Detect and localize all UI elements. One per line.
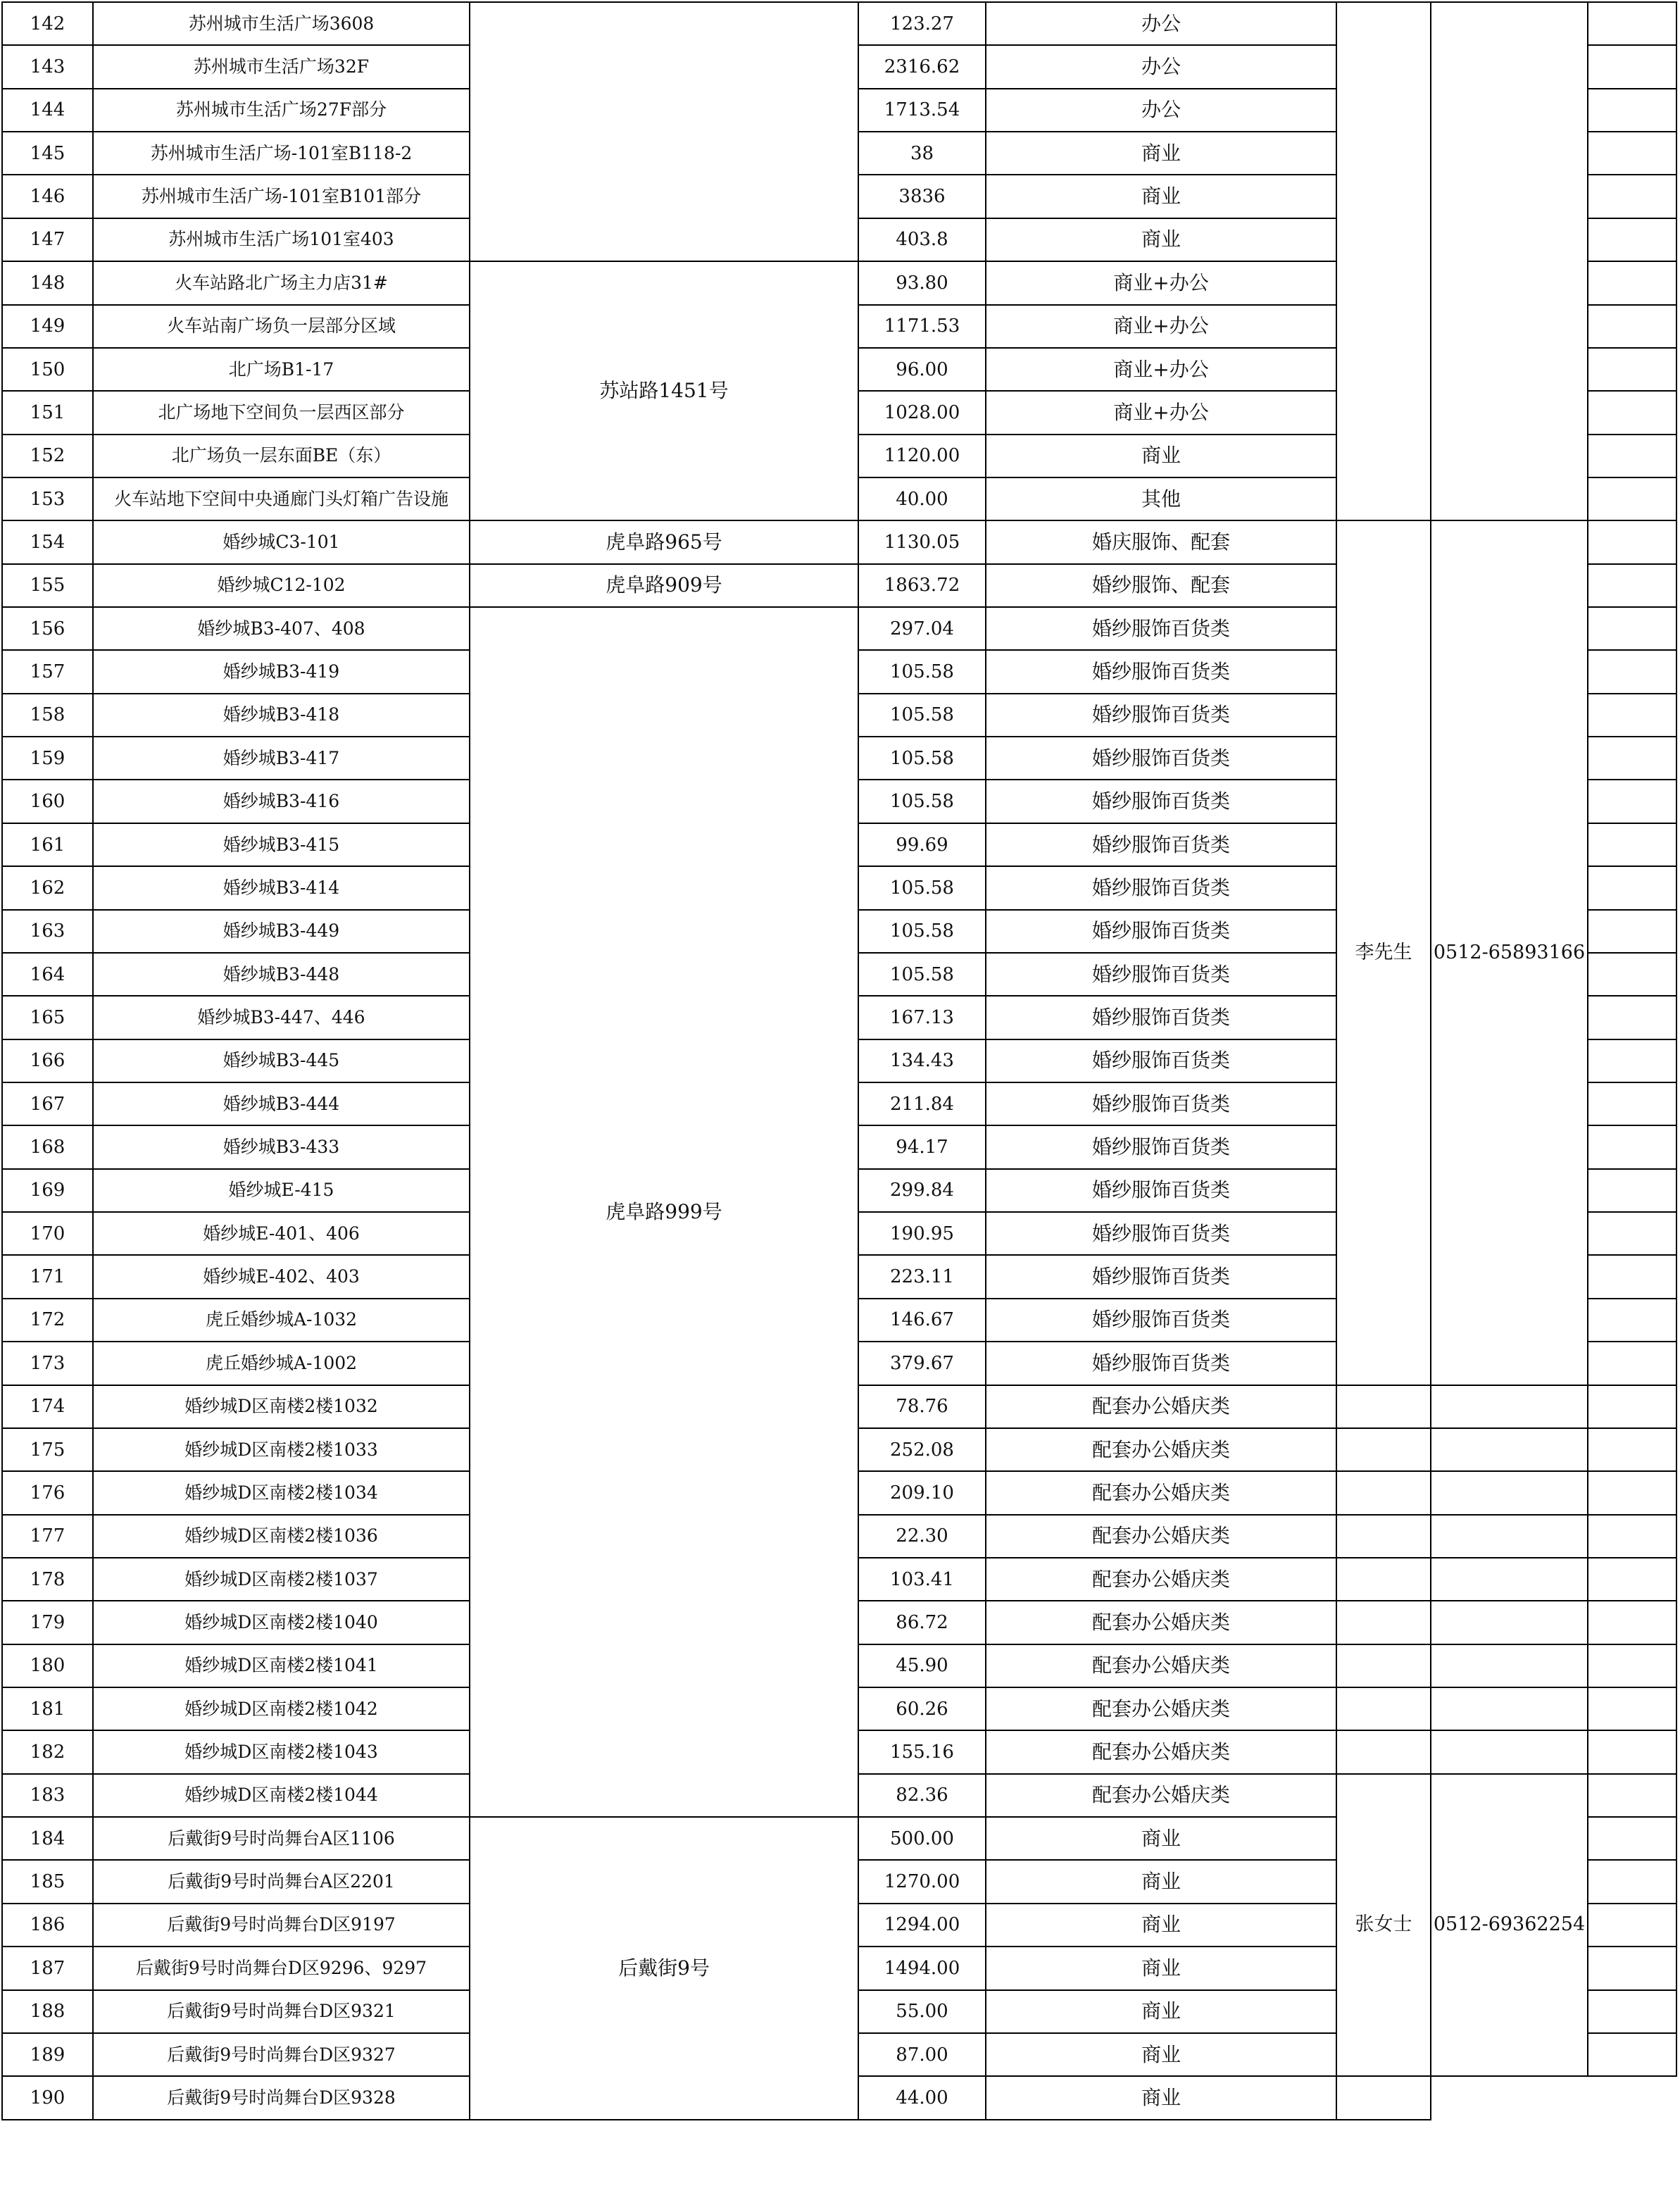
usage-cell: 商业+办公 [986, 348, 1336, 391]
remark-cell [1588, 132, 1676, 175]
remark-cell [1588, 1774, 1676, 1817]
property-name-cell: 婚纱城D区南楼2楼1033 [93, 1428, 470, 1471]
area-cell: 105.58 [858, 866, 986, 909]
remark-cell [1588, 910, 1676, 953]
area-cell: 1294.00 [858, 1904, 986, 1947]
area-cell: 223.11 [858, 1255, 986, 1298]
row-number-cell: 154 [2, 520, 93, 563]
property-name-cell: 婚纱城D区南楼2楼1034 [93, 1471, 470, 1514]
row-number-cell: 172 [2, 1299, 93, 1342]
area-cell: 103.41 [858, 1558, 986, 1601]
property-name-cell: 婚纱城D区南楼2楼1040 [93, 1601, 470, 1644]
remark-cell [1588, 1860, 1676, 1903]
contact-person-cell: 李先生 [1336, 520, 1431, 1385]
remark-cell [1588, 650, 1676, 693]
usage-cell: 配套办公婚庆类 [986, 1774, 1336, 1817]
usage-cell: 商业 [986, 1947, 1336, 1989]
usage-cell: 商业 [986, 1817, 1336, 1860]
row-number-cell: 159 [2, 737, 93, 780]
row-number-cell: 175 [2, 1428, 93, 1471]
remark-cell [1588, 89, 1676, 132]
area-cell: 209.10 [858, 1471, 986, 1514]
property-name-cell: 婚纱城B3-447、446 [93, 996, 470, 1039]
property-name-cell: 后戴街9号时尚舞台A区1106 [93, 1817, 470, 1860]
remark-cell [1588, 1471, 1676, 1514]
remark-cell [1588, 2, 1676, 45]
usage-cell: 婚纱服饰百货类 [986, 1169, 1336, 1212]
usage-cell: 商业+办公 [986, 305, 1336, 348]
row-number-cell: 157 [2, 650, 93, 693]
property-name-cell: 后戴街9号时尚舞台D区9327 [93, 2033, 470, 2076]
area-cell: 96.00 [858, 348, 986, 391]
contact-person-cell [1336, 2, 1431, 520]
property-name-cell: 婚纱城B3-419 [93, 650, 470, 693]
remark-cell [1336, 2076, 1431, 2119]
property-name-cell: 婚纱城D区南楼2楼1041 [93, 1644, 470, 1687]
contact-phone-cell [1431, 1687, 1588, 1730]
area-cell: 78.76 [858, 1385, 986, 1428]
remark-cell [1588, 780, 1676, 823]
contact-person-cell [1336, 1428, 1431, 1471]
area-cell: 134.43 [858, 1039, 986, 1082]
area-cell: 1028.00 [858, 391, 986, 434]
property-name-cell: 北广场地下空间负一层西区部分 [93, 391, 470, 434]
area-cell: 1863.72 [858, 564, 986, 607]
row-number-cell: 178 [2, 1558, 93, 1601]
remark-cell [1588, 1212, 1676, 1255]
remark-cell [1588, 1169, 1676, 1212]
row-number-cell: 148 [2, 261, 93, 304]
area-cell: 105.58 [858, 650, 986, 693]
table-row [2, 2, 1676, 45]
property-name-cell: 婚纱城B3-416 [93, 780, 470, 823]
usage-cell: 其他 [986, 477, 1336, 520]
remark-cell [1588, 996, 1676, 1039]
usage-cell: 婚纱服饰百货类 [986, 1039, 1336, 1082]
contact-person-cell [1336, 1687, 1431, 1730]
area-cell: 146.67 [858, 1299, 986, 1342]
contact-person-cell [1336, 1601, 1431, 1644]
remark-cell [1588, 823, 1676, 866]
row-number-cell: 164 [2, 953, 93, 996]
row-number-cell: 152 [2, 435, 93, 477]
area-cell: 1713.54 [858, 89, 986, 132]
row-number-cell: 151 [2, 391, 93, 434]
remark-cell [1588, 1385, 1676, 1428]
row-number-cell: 180 [2, 1644, 93, 1687]
area-cell: 190.95 [858, 1212, 986, 1255]
contact-person-cell [1336, 1471, 1431, 1514]
remark-cell [1588, 1255, 1676, 1298]
remark-cell [1588, 305, 1676, 348]
area-cell: 105.58 [858, 780, 986, 823]
area-cell: 297.04 [858, 607, 986, 650]
row-number-cell: 155 [2, 564, 93, 607]
usage-cell: 婚纱服饰百货类 [986, 607, 1336, 650]
remark-cell [1588, 1601, 1676, 1644]
property-name-cell: 婚纱城D区南楼2楼1044 [93, 1774, 470, 1817]
contact-person-cell [1336, 1730, 1431, 1773]
property-name-cell: 婚纱城D区南楼2楼1036 [93, 1515, 470, 1558]
row-number-cell: 177 [2, 1515, 93, 1558]
remark-cell [1588, 607, 1676, 650]
property-name-cell: 婚纱城B3-449 [93, 910, 470, 953]
contact-phone-cell [1431, 1515, 1588, 1558]
row-number-cell: 179 [2, 1601, 93, 1644]
remark-cell [1588, 1558, 1676, 1601]
property-name-cell: 婚纱城B3-445 [93, 1039, 470, 1082]
row-number-cell: 142 [2, 2, 93, 45]
usage-cell: 商业 [986, 2033, 1336, 2076]
property-name-cell: 后戴街9号时尚舞台A区2201 [93, 1860, 470, 1903]
remark-cell [1588, 45, 1676, 88]
area-cell: 299.84 [858, 1169, 986, 1212]
property-name-cell: 婚纱城B3-444 [93, 1082, 470, 1125]
property-name-cell: 婚纱城D区南楼2楼1043 [93, 1730, 470, 1773]
row-number-cell: 185 [2, 1860, 93, 1903]
row-number-cell: 166 [2, 1039, 93, 1082]
row-number-cell: 189 [2, 2033, 93, 2076]
area-cell: 1494.00 [858, 1947, 986, 1989]
row-number-cell: 163 [2, 910, 93, 953]
property-name-cell: 苏州城市生活广场27F部分 [93, 89, 470, 132]
row-number-cell: 156 [2, 607, 93, 650]
area-cell: 99.69 [858, 823, 986, 866]
usage-cell: 婚纱服饰百货类 [986, 953, 1336, 996]
usage-cell: 婚纱服饰百货类 [986, 694, 1336, 737]
property-name-cell: 婚纱城B3-418 [93, 694, 470, 737]
property-name-cell: 后戴街9号时尚舞台D区9197 [93, 1904, 470, 1947]
area-cell: 105.58 [858, 737, 986, 780]
area-cell: 22.30 [858, 1515, 986, 1558]
contact-person-cell [1336, 1644, 1431, 1687]
area-cell: 44.00 [858, 2076, 986, 2119]
area-cell: 1171.53 [858, 305, 986, 348]
area-cell: 86.72 [858, 1601, 986, 1644]
row-number-cell: 186 [2, 1904, 93, 1947]
usage-cell: 婚纱服饰百货类 [986, 1125, 1336, 1168]
row-number-cell: 149 [2, 305, 93, 348]
contact-phone-cell [1431, 2, 1588, 520]
property-name-cell: 北广场B1-17 [93, 348, 470, 391]
property-name-cell: 婚纱城B3-448 [93, 953, 470, 996]
row-number-cell: 158 [2, 694, 93, 737]
contact-phone-cell [1431, 1428, 1588, 1471]
usage-cell: 商业 [986, 435, 1336, 477]
address-cell: 虎阜路965号 [470, 520, 858, 563]
property-name-cell: 婚纱城B3-417 [93, 737, 470, 780]
table-row [2, 520, 1676, 563]
property-name-cell: 婚纱城B3-415 [93, 823, 470, 866]
row-number-cell: 162 [2, 866, 93, 909]
remark-cell [1588, 175, 1676, 218]
area-cell: 55.00 [858, 1990, 986, 2033]
usage-cell: 商业 [986, 175, 1336, 218]
usage-cell: 办公 [986, 45, 1336, 88]
row-number-cell: 167 [2, 1082, 93, 1125]
row-number-cell: 146 [2, 175, 93, 218]
remark-cell [1588, 435, 1676, 477]
usage-cell: 婚纱服饰百货类 [986, 1299, 1336, 1342]
property-name-cell: 苏州城市生活广场-101室B101部分 [93, 175, 470, 218]
area-cell: 3836 [858, 175, 986, 218]
row-number-cell: 153 [2, 477, 93, 520]
area-cell: 45.90 [858, 1644, 986, 1687]
contact-phone-cell: 0512-69362254 [1431, 1774, 1588, 2077]
contact-phone-cell [1431, 1644, 1588, 1687]
property-name-cell: 婚纱城D区南楼2楼1042 [93, 1687, 470, 1730]
row-number-cell: 173 [2, 1342, 93, 1385]
remark-cell [1588, 1125, 1676, 1168]
property-name-cell: 婚纱城D区南楼2楼1037 [93, 1558, 470, 1601]
property-name-cell: 婚纱城B3-414 [93, 866, 470, 909]
property-name-cell: 婚纱城D区南楼2楼1032 [93, 1385, 470, 1428]
property-name-cell: 苏州城市生活广场32F [93, 45, 470, 88]
table-body [2, 2, 1676, 2120]
row-number-cell: 183 [2, 1774, 93, 1817]
row-number-cell: 161 [2, 823, 93, 866]
area-cell: 211.84 [858, 1082, 986, 1125]
contact-person-cell [1336, 1515, 1431, 1558]
remark-cell [1588, 737, 1676, 780]
remark-cell [1588, 953, 1676, 996]
area-cell: 40.00 [858, 477, 986, 520]
usage-cell: 婚庆服饰、配套 [986, 520, 1336, 563]
row-number-cell: 171 [2, 1255, 93, 1298]
row-number-cell: 165 [2, 996, 93, 1039]
property-name-cell: 婚纱城B3-433 [93, 1125, 470, 1168]
row-number-cell: 187 [2, 1947, 93, 1989]
contact-person-cell [1336, 1558, 1431, 1601]
remark-cell [1588, 1947, 1676, 1989]
row-number-cell: 160 [2, 780, 93, 823]
usage-cell: 商业 [986, 132, 1336, 175]
address-cell [470, 2, 858, 261]
contact-phone-cell [1431, 1601, 1588, 1644]
remark-cell [1588, 348, 1676, 391]
property-name-cell: 苏州城市生活广场3608 [93, 2, 470, 45]
area-cell: 2316.62 [858, 45, 986, 88]
usage-cell: 配套办公婚庆类 [986, 1385, 1336, 1428]
row-number-cell: 176 [2, 1471, 93, 1514]
property-listing-table [1, 1, 1677, 2120]
remark-cell [1588, 391, 1676, 434]
address-cell: 虎阜路999号 [470, 607, 858, 1817]
usage-cell: 婚纱服饰百货类 [986, 996, 1336, 1039]
remark-cell [1588, 1730, 1676, 1773]
area-cell: 60.26 [858, 1687, 986, 1730]
area-cell: 38 [858, 132, 986, 175]
usage-cell: 婚纱服饰、配套 [986, 564, 1336, 607]
usage-cell: 婚纱服饰百货类 [986, 910, 1336, 953]
row-number-cell: 188 [2, 1990, 93, 2033]
row-number-cell: 145 [2, 132, 93, 175]
remark-cell [1588, 694, 1676, 737]
area-cell: 1130.05 [858, 520, 986, 563]
usage-cell: 婚纱服饰百货类 [986, 1082, 1336, 1125]
property-name-cell: 婚纱城E-415 [93, 1169, 470, 1212]
remark-cell [1588, 520, 1676, 563]
area-cell: 105.58 [858, 910, 986, 953]
property-name-cell: 虎丘婚纱城A-1032 [93, 1299, 470, 1342]
property-name-cell: 婚纱城C3-101 [93, 520, 470, 563]
area-cell: 167.13 [858, 996, 986, 1039]
usage-cell: 配套办公婚庆类 [986, 1558, 1336, 1601]
property-name-cell: 婚纱城B3-407、408 [93, 607, 470, 650]
usage-cell: 配套办公婚庆类 [986, 1515, 1336, 1558]
usage-cell: 婚纱服饰百货类 [986, 823, 1336, 866]
usage-cell: 婚纱服饰百货类 [986, 1212, 1336, 1255]
remark-cell [1588, 1342, 1676, 1385]
area-cell: 93.80 [858, 261, 986, 304]
remark-cell [1588, 564, 1676, 607]
area-cell: 1270.00 [858, 1860, 986, 1903]
remark-cell [1588, 1299, 1676, 1342]
remark-cell [1588, 1644, 1676, 1687]
remark-cell [1588, 1990, 1676, 2033]
usage-cell: 配套办公婚庆类 [986, 1601, 1336, 1644]
contact-person-cell: 张女士 [1336, 1774, 1431, 2077]
area-cell: 105.58 [858, 953, 986, 996]
usage-cell: 婚纱服饰百货类 [986, 780, 1336, 823]
remark-cell [1588, 1428, 1676, 1471]
property-name-cell: 苏州城市生活广场101室403 [93, 218, 470, 261]
remark-cell [1588, 1817, 1676, 1860]
remark-cell [1588, 218, 1676, 261]
row-number-cell: 150 [2, 348, 93, 391]
contact-phone-cell [1431, 1730, 1588, 1773]
remark-cell [1588, 1904, 1676, 1947]
property-name-cell: 婚纱城E-402、403 [93, 1255, 470, 1298]
contact-phone-cell [1431, 1558, 1588, 1601]
remark-cell [1588, 1039, 1676, 1082]
usage-cell: 商业 [986, 2076, 1336, 2119]
usage-cell: 商业 [986, 1904, 1336, 1947]
row-number-cell: 182 [2, 1730, 93, 1773]
property-name-cell: 火车站地下空间中央通廊门头灯箱广告设施 [93, 477, 470, 520]
property-name-cell: 后戴街9号时尚舞台D区9321 [93, 1990, 470, 2033]
row-number-cell: 190 [2, 2076, 93, 2119]
property-name-cell: 火车站南广场负一层部分区域 [93, 305, 470, 348]
usage-cell: 配套办公婚庆类 [986, 1471, 1336, 1514]
remark-cell [1588, 1082, 1676, 1125]
area-cell: 94.17 [858, 1125, 986, 1168]
usage-cell: 婚纱服饰百货类 [986, 1255, 1336, 1298]
usage-cell: 商业+办公 [986, 391, 1336, 434]
usage-cell: 配套办公婚庆类 [986, 1644, 1336, 1687]
area-cell: 403.8 [858, 218, 986, 261]
address-cell: 虎阜路909号 [470, 564, 858, 607]
area-cell: 82.36 [858, 1774, 986, 1817]
remark-cell [1588, 2033, 1676, 2076]
usage-cell: 商业 [986, 1860, 1336, 1903]
row-number-cell: 144 [2, 89, 93, 132]
area-cell: 155.16 [858, 1730, 986, 1773]
usage-cell: 婚纱服饰百货类 [986, 650, 1336, 693]
area-cell: 123.27 [858, 2, 986, 45]
usage-cell: 商业+办公 [986, 261, 1336, 304]
property-name-cell: 虎丘婚纱城A-1002 [93, 1342, 470, 1385]
row-number-cell: 169 [2, 1169, 93, 1212]
property-name-cell: 后戴街9号时尚舞台D区9328 [93, 2076, 470, 2119]
contact-person-cell [1336, 1385, 1431, 1428]
remark-cell [1588, 866, 1676, 909]
usage-cell: 商业 [986, 218, 1336, 261]
usage-cell: 办公 [986, 89, 1336, 132]
row-number-cell: 184 [2, 1817, 93, 1860]
row-number-cell: 174 [2, 1385, 93, 1428]
usage-cell: 商业 [986, 1990, 1336, 2033]
usage-cell: 婚纱服饰百货类 [986, 1342, 1336, 1385]
remark-cell [1588, 261, 1676, 304]
usage-cell: 配套办公婚庆类 [986, 1428, 1336, 1471]
usage-cell: 配套办公婚庆类 [986, 1687, 1336, 1730]
row-number-cell: 147 [2, 218, 93, 261]
contact-phone-cell [1431, 1471, 1588, 1514]
property-name-cell: 婚纱城E-401、406 [93, 1212, 470, 1255]
property-name-cell: 后戴街9号时尚舞台D区9296、9297 [93, 1947, 470, 1989]
property-name-cell: 火车站路北广场主力店31# [93, 261, 470, 304]
area-cell: 1120.00 [858, 435, 986, 477]
row-number-cell: 181 [2, 1687, 93, 1730]
row-number-cell: 143 [2, 45, 93, 88]
usage-cell: 婚纱服饰百货类 [986, 737, 1336, 780]
area-cell: 500.00 [858, 1817, 986, 1860]
area-cell: 252.08 [858, 1428, 986, 1471]
row-number-cell: 168 [2, 1125, 93, 1168]
address-cell: 后戴街9号 [470, 1817, 858, 2120]
usage-cell: 配套办公婚庆类 [986, 1730, 1336, 1773]
contact-phone-cell [1431, 1385, 1588, 1428]
property-name-cell: 婚纱城C12-102 [93, 564, 470, 607]
area-cell: 379.67 [858, 1342, 986, 1385]
address-cell: 苏站路1451号 [470, 261, 858, 520]
property-name-cell: 北广场负一层东面BE（东） [93, 435, 470, 477]
property-name-cell: 苏州城市生活广场-101室B118-2 [93, 132, 470, 175]
remark-cell [1588, 477, 1676, 520]
usage-cell: 婚纱服饰百货类 [986, 866, 1336, 909]
row-number-cell: 170 [2, 1212, 93, 1255]
area-cell: 105.58 [858, 694, 986, 737]
remark-cell [1588, 1687, 1676, 1730]
usage-cell: 办公 [986, 2, 1336, 45]
area-cell: 87.00 [858, 2033, 986, 2076]
contact-phone-cell: 0512-65893166 [1431, 520, 1588, 1385]
remark-cell [1588, 1515, 1676, 1558]
